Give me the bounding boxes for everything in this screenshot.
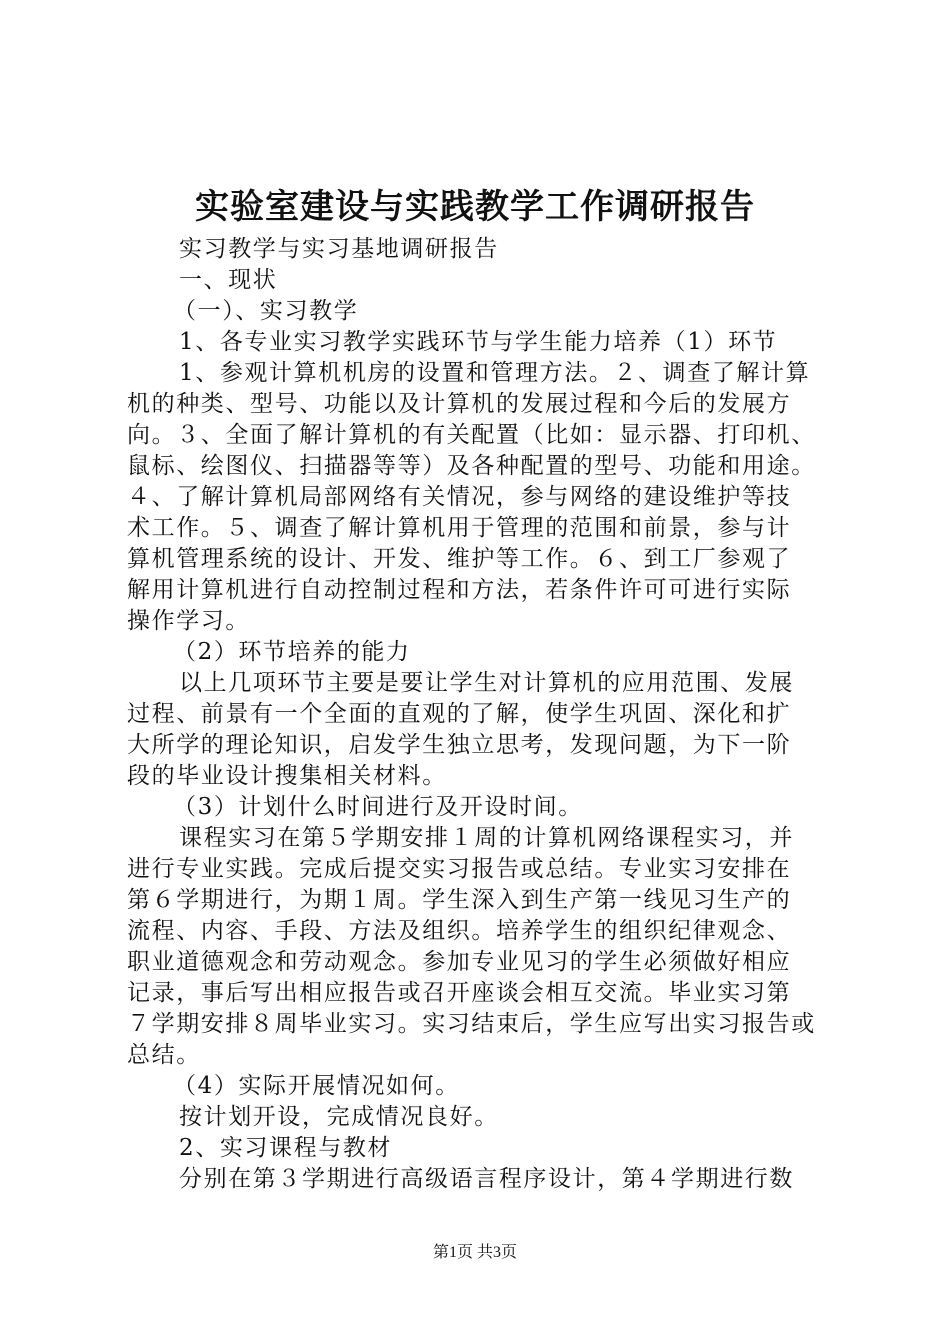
- paragraph-line: 算机管理系统的设计、开发、维护等工作。６、到工厂参观了: [127, 546, 792, 572]
- paragraph-line: 课程实习在第５学期安排１周的计算机网络课程实习，并: [179, 825, 794, 851]
- paragraph-line: 分别在第３学期进行高级语言程序设计，第４学期进行数: [179, 1166, 794, 1192]
- heading-line: 1、各专业实习教学实践环节与学生能力培养（1）环节: [179, 329, 778, 355]
- paragraph-line: 机的种类、型号、功能以及计算机的发展过程和今后的发展方: [127, 391, 792, 417]
- paragraph-line: 职业道德观念和劳动观念。参加专业见习的学生必须做好相应: [127, 949, 792, 975]
- paragraph-line: 操作学习。: [127, 608, 250, 634]
- heading-line: 一、现状: [179, 267, 278, 293]
- document-body: [127, 234, 837, 1195]
- heading-line: （4）实际开展情况如何。: [173, 1073, 460, 1099]
- paragraph-line: 鼠标、绘图仪、扫描器等等）及各种配置的型号、功能和用途。: [127, 453, 816, 479]
- paragraph-line: 记录，事后写出相应报告或召开座谈会相互交流。毕业实习第: [127, 980, 792, 1006]
- document-title: 实验室建设与实践教学工作调研报告: [195, 187, 755, 227]
- paragraph-line: 流程、内容、手段、方法及组织。培养学生的组织纪律观念、: [127, 918, 792, 944]
- paragraph-line: 向。３、全面了解计算机的有关配置（比如：显示器、打印机、: [127, 422, 816, 448]
- page-footer: 第1页 共3页: [432, 1244, 517, 1261]
- heading-line: 2、实习课程与教材: [179, 1135, 393, 1161]
- heading-line: （3）计划什么时间进行及开设时间。: [173, 794, 583, 820]
- paragraph-line: 总结。: [127, 1042, 201, 1068]
- paragraph-line: 段的毕业设计搜集相关材料。: [127, 763, 447, 789]
- paragraph-line: 过程、前景有一个全面的直观的了解，使学生巩固、深化和扩: [127, 701, 792, 727]
- paragraph-line: 第６学期进行，为期１周。学生深入到生产第一线见习生产的: [127, 887, 792, 913]
- paragraph-line: 以上几项环节主要是要让学生对计算机的应用范围、发展: [179, 670, 794, 696]
- subtitle-line: 实习教学与实习基地调研报告: [179, 236, 499, 262]
- paragraph-line: 按计划开设，完成情况良好。: [179, 1104, 499, 1130]
- heading-line: （2）环节培养的能力: [173, 639, 411, 665]
- paragraph-line: 术工作。５、调查了解计算机用于管理的范围和前景，参与计: [127, 515, 792, 541]
- paragraph-line: 解用计算机进行自动控制过程和方法，若条件许可可进行实际: [127, 577, 792, 603]
- paragraph-line: 1、参观计算机机房的设置和管理方法。２、调查了解计算: [179, 360, 811, 386]
- paragraph-line: ４、了解计算机局部网络有关情况，参与网络的建设维护等技: [127, 484, 792, 510]
- heading-line: （一）、实习教学: [173, 298, 359, 324]
- paragraph-line: 大所学的理论知识，启发学生独立思考，发现问题，为下一阶: [127, 732, 792, 758]
- paragraph-line: 进行专业实践。完成后提交实习报告或总结。专业实习安排在: [127, 856, 792, 882]
- paragraph-line: ７学期安排８周毕业实习。实习结束后，学生应写出实习报告或: [127, 1011, 816, 1037]
